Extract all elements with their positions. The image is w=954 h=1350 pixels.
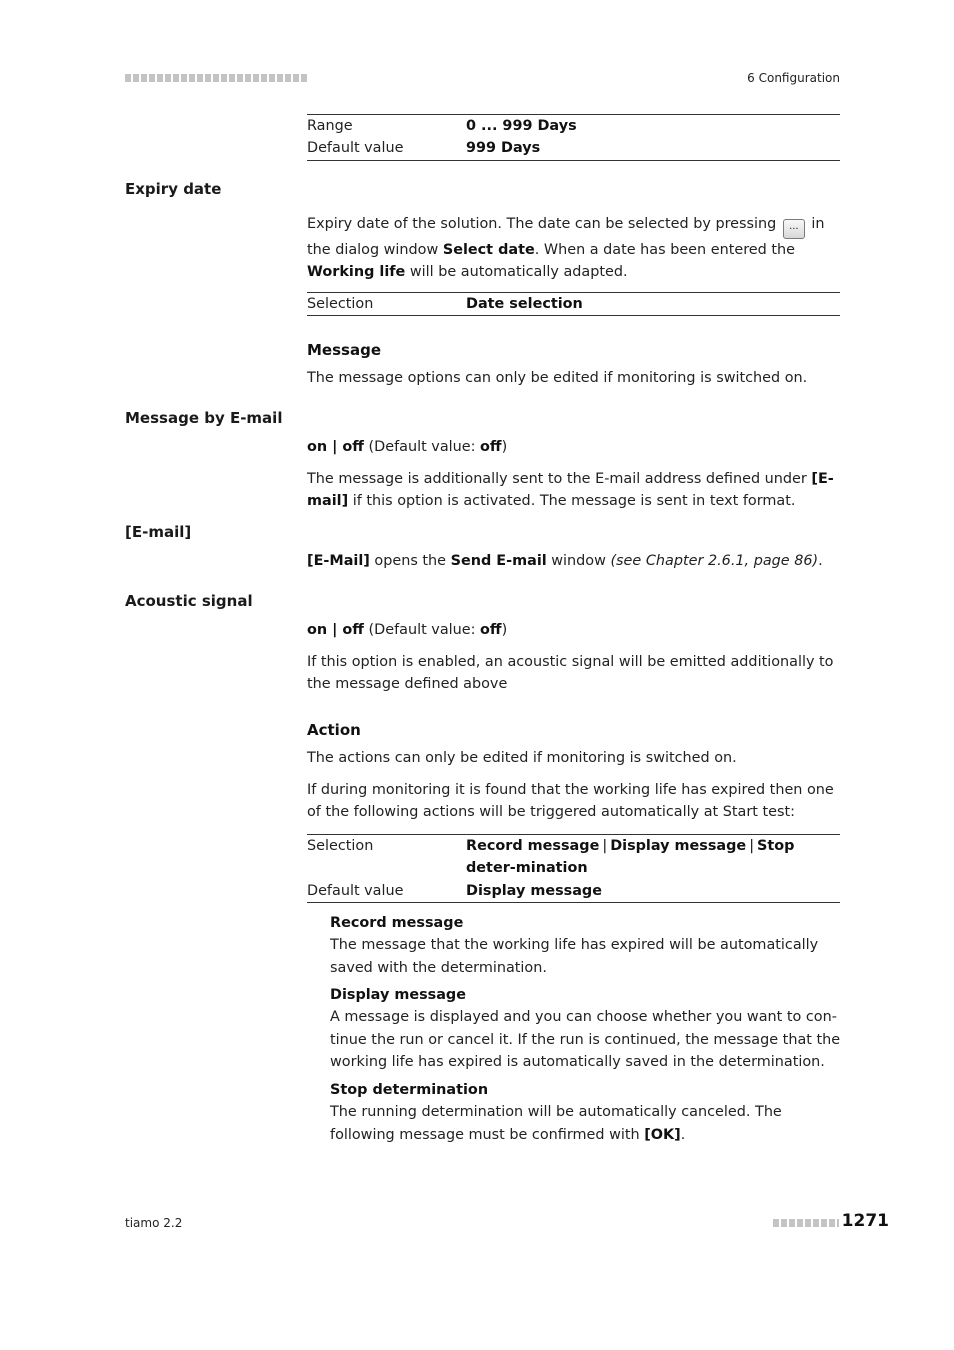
table-row: [307, 880, 840, 902]
page-number: 1271: [841, 1211, 889, 1231]
text: (Default value:: [363, 439, 481, 455]
option-stop-determination: Stop deter-mination: [466, 838, 795, 877]
option-separator: |: [749, 838, 755, 854]
table-value: Date selection: [466, 296, 583, 312]
option-off: off: [342, 622, 364, 638]
range-table: [307, 114, 840, 161]
header-decoration: [125, 74, 307, 82]
footer-decoration: [773, 1219, 839, 1227]
action-description-2: If during monitoring it is found that the working life has expired then one of the following actions will be triggered automatically at Start test:: [307, 782, 834, 821]
email-button-description: [307, 550, 840, 572]
expiry-date-label: Expiry date: [125, 180, 222, 198]
text: in the dialog window: [307, 216, 825, 258]
action-item-title: Record message: [330, 915, 464, 931]
acoustic-description: If this option is enabled, an acoustic signal will be emitted additionally to the message defined above: [307, 654, 834, 693]
action-item-display-message: [330, 984, 842, 1074]
ok-button-name: [OK]: [644, 1126, 681, 1143]
email-button-name: [E-Mail]: [307, 553, 370, 569]
default-value: off: [480, 622, 502, 638]
table-value: Display message: [466, 882, 602, 899]
acoustic-signal-label: Acoustic signal: [125, 592, 253, 610]
message-heading: Message: [307, 341, 381, 359]
text: .: [818, 553, 823, 569]
table-key: Selection: [307, 296, 374, 312]
expiry-selection-table: [307, 292, 840, 316]
action-selection-table: [307, 834, 840, 903]
email-option-description: [307, 468, 840, 513]
email-reference: [E-mail]: [307, 471, 834, 510]
action-item-title: Display message: [330, 987, 466, 1003]
option-on: on: [307, 439, 328, 455]
option-on: on: [307, 622, 328, 638]
action-item-title: Stop determination: [330, 1082, 489, 1098]
action-item-record-message: [330, 912, 842, 979]
table-key: Range: [307, 118, 353, 134]
email-button-label: [E-mail]: [125, 523, 192, 541]
table-row: [307, 137, 840, 159]
option-separator: |: [602, 838, 608, 854]
option-off: off: [342, 439, 364, 455]
option-record-message: Record message: [466, 838, 600, 854]
table-key: Default value: [307, 140, 404, 157]
text: (Default value:: [363, 622, 481, 638]
option-separator: |: [327, 439, 343, 455]
action-item-text: The message that the working life has expired will be automatically saved with the determination.: [330, 937, 819, 976]
email-option-values: [307, 436, 840, 458]
text: if this option is activated. The message is sent in text format.: [348, 493, 796, 510]
message-by-email-label: Message by E-mail: [125, 409, 283, 427]
text: The running determination will be automatically canceled. The following message must be confirmed with: [330, 1104, 782, 1143]
text: ): [501, 439, 508, 455]
field-name: Working life: [307, 264, 406, 281]
action-item-stop-determination: [330, 1079, 842, 1146]
text: . When a date has been entered the: [534, 242, 795, 258]
action-heading: Action: [307, 721, 361, 739]
text: Expiry date of the solution. The date can be selected by pressing: [307, 216, 781, 232]
expiry-date-description: [307, 213, 840, 284]
option-separator: |: [327, 622, 343, 638]
table-value: 999 Days: [466, 140, 541, 157]
table-row: [307, 835, 840, 880]
product-name: tiamo 2.2: [125, 1216, 183, 1230]
table-row: [307, 115, 840, 137]
dialog-name: Select date: [442, 242, 535, 258]
action-description-1: The actions can only be edited if monitoring is switched on.: [307, 750, 737, 766]
window-name: Send E-mail: [450, 553, 547, 569]
text: will be automatically adapted.: [405, 264, 628, 281]
table-value: [466, 835, 840, 880]
text: window: [546, 553, 611, 569]
action-item-text: [330, 1101, 842, 1146]
text: The message is additionally sent to the E-mail address defined under: [307, 471, 812, 487]
default-value: off: [480, 439, 502, 455]
text: ): [501, 622, 508, 638]
table-key: Default value: [307, 882, 404, 899]
cross-reference: (see Chapter 2.6.1, page 86): [610, 553, 819, 569]
table-value: 0 ... 999 Days: [466, 118, 577, 134]
table-row: [307, 293, 840, 315]
acoustic-option-values: [307, 619, 840, 641]
text: .: [680, 1126, 686, 1143]
table-key: Selection: [307, 838, 374, 854]
text: opens the: [369, 553, 451, 569]
option-display-message: Display message: [610, 838, 747, 854]
chapter-title: 6 Configuration: [747, 71, 840, 85]
action-item-text: A message is displayed and you can choose whether you want to con-tinue the run or cancel it. If the run is continued, the message that the working life has expired is automatically saved in the determination.: [330, 1009, 841, 1071]
ellipsis-button-icon: ...: [783, 219, 805, 239]
message-description: The message options can only be edited if monitoring is switched on.: [307, 370, 808, 386]
